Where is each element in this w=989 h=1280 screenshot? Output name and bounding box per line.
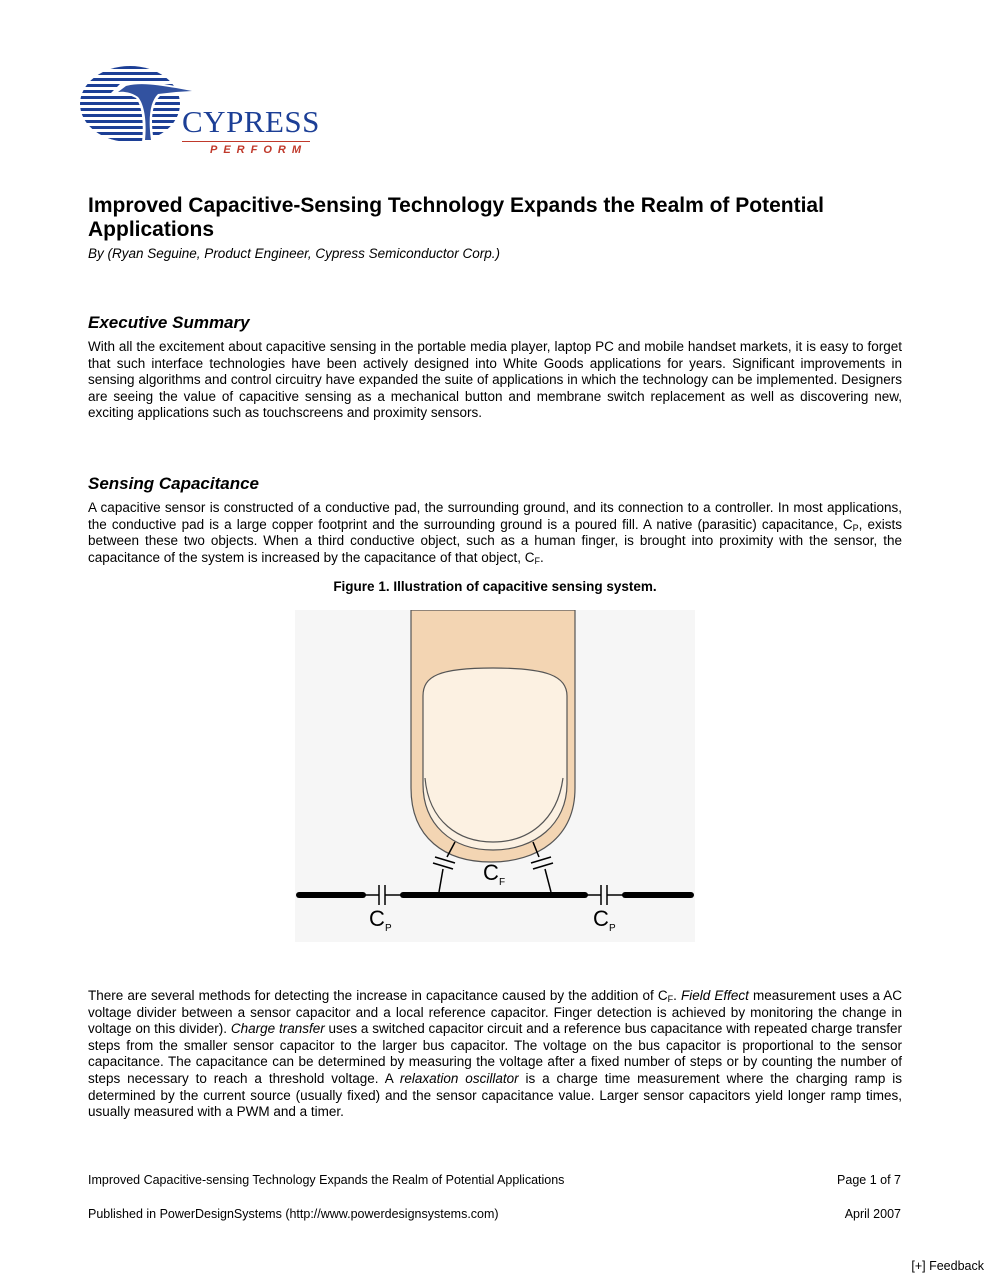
document-title: Improved Capacitive-Sensing Technology Expands the Realm of Potential Applications [88, 194, 824, 241]
logo-tagline: PERFORM [210, 144, 307, 156]
executive-summary-paragraph: With all the excitement about capacitive sensing in the portable media player, laptop PC and mobile handset markets, it is easy to forget that such interface technologies have been actively designed into White Goods applications for years. Significant improvements in sensing algorithms and control circuitry have expanded the suite of applications in which the technology can be implemented. Designers are seeing the value of capacitive sensing as a mechanical button and membrane switch replacement as well as discovering new, exciting applications such as touchscreens and proximity sensors. [88, 339, 902, 421]
logo-divider [182, 141, 310, 142]
cypress-logo [80, 64, 320, 160]
feedback-link[interactable]: [+] Feedback [911, 1259, 984, 1273]
sensing-capacitance-paragraph: A capacitive sensor is constructed of a conductive pad, the surrounding ground, and its connection to a controller. In most applications, the conductive pad is a large copper footprint and the surrounding ground is a poured fill. A native (parasitic) capacitance, $C_P$, exists between these two objects. When a third conductive object, such as a human finger, is brought into proximity with the sensor, the capacitance of the system is increased by the capacitance of that object, $C_F$. [88, 500, 902, 566]
section-heading-sensing-capacitance: Sensing Capacitance [88, 474, 260, 493]
fingernail-shape [423, 668, 567, 850]
capacitive-sensing-figure [295, 610, 695, 942]
logo-wordmark: CYPRESS [182, 104, 320, 139]
label-cp-left: C [369, 906, 385, 931]
figure-caption: Figure 1. Illustration of capacitive sensing system. [333, 579, 657, 594]
section-heading-executive-summary: Executive Summary [88, 313, 250, 332]
label-cp-right: C [593, 906, 609, 931]
footer-page-number: Page 1 of 7 [837, 1173, 901, 1187]
label-cp-left-sub: P [385, 923, 392, 934]
footer-title: Improved Capacitive-sensing Technology Expands the Realm of Potential Applications [88, 1173, 565, 1187]
methods-paragraph: There are several methods for detecting the increase in capacitance caused by the addition of $C_F$. Field Effect measurement uses a AC voltage divider between a sensor capacitor and a local reference capacitor. Finger detection is achieved by monitoring the change in voltage on this divider). Charge transfer uses a switched capacitor circuit and a reference bus capacitance with repeated charge transfer steps from the smaller sensor capacitor to the larger bus capacitor. The voltage on the bus capacitor is proportional to the sensor capacitance. The capacitance can be determined by measuring the voltage after a fixed number of steps or by counting the number of steps necessary to reach a threshold voltage. A relaxation oscillator is a charge time measurement where the charging ramp is determined by the current source (usually fixed) and the sensor capacitance value. Larger sensor capacitors yield longer ramp times, usually measured with a PWM and a timer. [88, 988, 903, 1120]
footer-publication: Published in PowerDesignSystems (http://www.powerdesignsystems.com) [88, 1207, 499, 1221]
label-cp-right-sub: P [609, 923, 616, 934]
label-cf-sub: F [499, 877, 506, 888]
finger-sensor-illustration [295, 610, 695, 942]
footer-date: April 2007 [844, 1207, 901, 1221]
label-cf: C [483, 860, 499, 885]
document-byline: By (Ryan Seguine, Product Engineer, Cypress Semiconductor Corp.) [88, 246, 500, 261]
